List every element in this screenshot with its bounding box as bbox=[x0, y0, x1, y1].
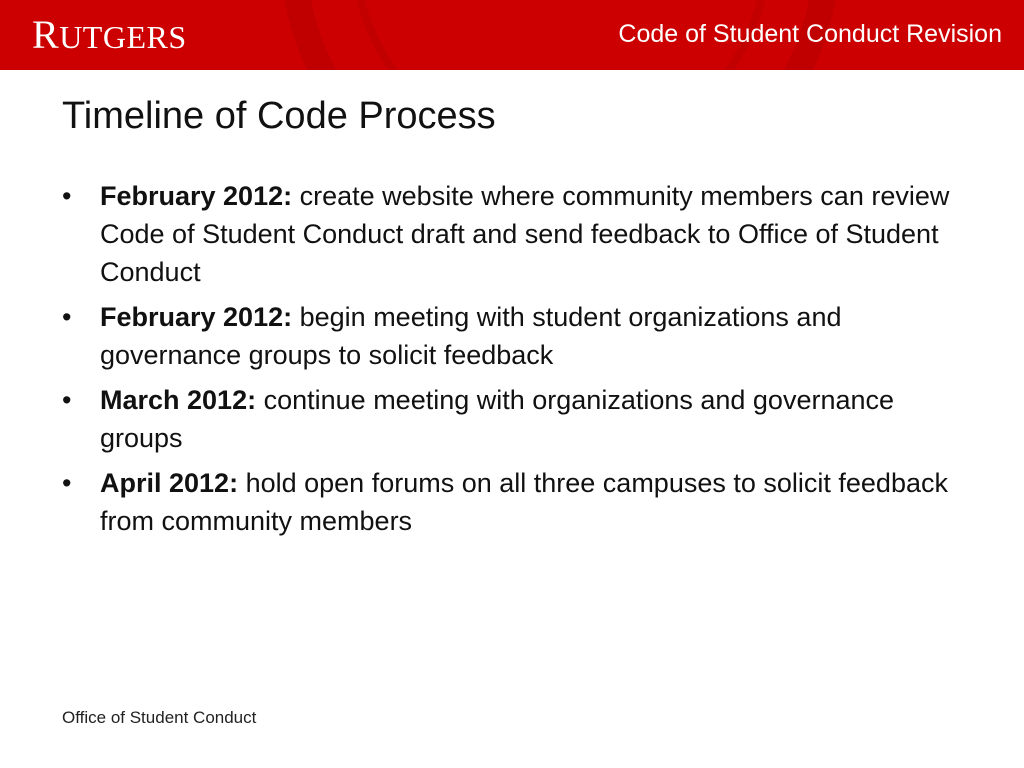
timeline-item-1 bbox=[62, 177, 972, 291]
logo-rest: UTGERS bbox=[59, 19, 187, 55]
timeline-text: hold open forums on all three campuses to solicit feedback from community members bbox=[100, 468, 948, 536]
timeline-list bbox=[62, 177, 972, 547]
timeline-item-3 bbox=[62, 381, 972, 457]
bullet-icon: • bbox=[62, 385, 72, 415]
timeline-item-4 bbox=[62, 464, 972, 540]
timeline-text: begin meeting with student organizations and governance groups to solicit feedback bbox=[100, 302, 842, 370]
rutgers-logo bbox=[32, 12, 187, 60]
header-bar bbox=[0, 0, 1024, 70]
bullet-icon: • bbox=[62, 181, 72, 211]
logo-initial: R bbox=[32, 12, 60, 57]
timeline-date: April 2012: bbox=[100, 468, 239, 498]
timeline-date: February 2012: bbox=[100, 302, 293, 332]
bullet-icon: • bbox=[62, 468, 72, 498]
footer-label: Office of Student Conduct bbox=[62, 708, 257, 727]
timeline-item-2 bbox=[62, 298, 972, 374]
timeline-text: continue meeting with organizations and governance groups bbox=[100, 385, 895, 453]
slide-title: Timeline of Code Process bbox=[62, 95, 496, 137]
header-title: Code of Student Conduct Revision bbox=[618, 20, 1002, 48]
bullet-icon: • bbox=[62, 302, 72, 332]
timeline-date: March 2012: bbox=[100, 385, 257, 415]
timeline-date: February 2012: bbox=[100, 181, 293, 211]
timeline-text: create website where community members can review Code of Student Conduct draft and send feedback to Office of Student Conduct bbox=[100, 181, 950, 287]
